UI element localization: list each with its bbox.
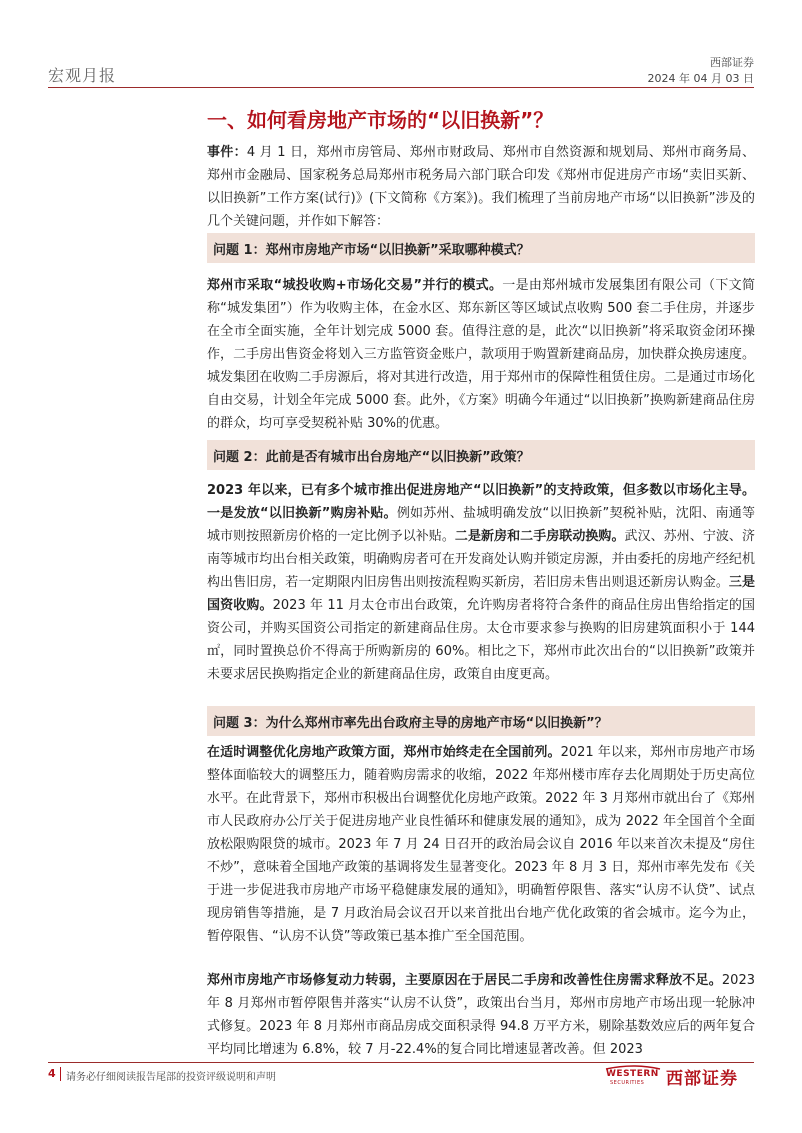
answer-2-paragraph (207, 479, 755, 686)
header-divider (48, 87, 754, 88)
answer-3-lead-1: 在适时调整优化房地产政策方面，郑州市始终走在全国前列。 (207, 745, 561, 760)
answer-3-block (207, 741, 755, 948)
answer-3-text-2: 2023 年 8 月郑州市暂停限售并落实“认房不认贷”，政策出台当月，郑州市房地产市场出现一轮脉冲式修复。2023 年 8 月郑州市商品房成交面积录得 94.8 万平方米，剔除基数效应后的两年复合平均同比增速为 6.8%，较 7 月-22.4%的复合同比增速显著改善。但 2023 (207, 973, 755, 1057)
answer-1-paragraph (207, 274, 755, 435)
page-number: 4 (48, 1067, 56, 1080)
event-text: 4 月 1 日，郑州市房管局、郑州市财政局、郑州市自然资源和规划局、郑州市商务局、郑州市金融局、国家税务总局郑州市税务局六部门联合印发《郑州市促进房产市场“卖旧买新、以旧换新”工作方案(试行)》(下文简称《方案》)。我们梳理了当前房地产市场“以旧换新”涉及的几个关键问题，并作如下解答： (207, 145, 755, 229)
answer-2-lead-3: 三是国资收购。 (207, 575, 755, 613)
question-1-box (207, 233, 755, 263)
answer-2-text-3: 2023 年 11 月太仓市出台政策，允许购房者将符合条件的商品住房出售给指定的国资公司，并购买国资公司指定的新建商品住房。太仓市要求参与换购的旧房建筑面积小于 144 ㎡，同时置换总价不得高于所购新房的 60%。相比之下，郑州市此次出台的“以旧换新”政策并未要求居民换购指定企业的新建商品住房，政策自由度更高。 (207, 598, 755, 682)
logo-english-text: WESTERN (606, 1069, 659, 1079)
company-logo (604, 1064, 738, 1088)
answer-2-block (207, 479, 755, 686)
page-number-separator (60, 1067, 61, 1081)
answer-3-paragraph-2 (207, 969, 755, 1061)
answer-3-text-1: 2021 年以来，郑州市房地产市场整体面临较大的调整压力，随着购房需求的收缩，2022 年郑州楼市库存去化周期处于历史高位水平。在此背景下，郑州市积极出台调整优化房地产政策。2022 年 3 月郑州市就出台了《郑州市人民政府办公厅关于促进房地产业良性循环和健康发展的通知》，成为 2022 年全国首个全面放松限购限贷的城市。2023 年 7 月 24 日召开的政治局会议自 2016 年以来首次未提及“房住不炒”，意味着全国地产政策的基调将发生显著变化。2023 年 8 月 3 日，郑州市率先发布《关于进一步促进我市房地产市场平稳健康发展的通知》，明确暂停限售、落实“认房不认贷”、试点现房销售等措施，是 7 月政治局会议召开以来首批出台地产优化政策的省会城市。迄今为止，暂停限售、“认房不认贷”等政策已基本推广至全国范围。 (207, 745, 755, 944)
header-company: 西部证券 (710, 56, 754, 69)
logo-wordmark (604, 1065, 662, 1087)
answer-3-paragraph-1 (207, 741, 755, 948)
answer-2-lead-1: 2023 年以来，已有多个城市推出促进房地产“以旧换新”的支持政策，但多数以市场化主导。一是发放“以旧换新”购房补贴。 (207, 483, 755, 521)
question-1-text: 问题 1：郑州市房地产市场“以旧换新”采取哪种模式？ (213, 243, 530, 258)
logo-chinese-text: 西部证券 (666, 1068, 738, 1089)
answer-1-text: 一是由郑州城市发展集团有限公司（下文简称“城发集团”）作为收购主体，在金水区、郑东新区等区域试点收购 500 套二手住房，并逐步在全市全面实施，全年计划完成 5000 套。值得注意的是，此次“以旧换新”将采取资金闭环操作，二手房出售资金将划入三方监管资金账户，款项用于购置新建商品房，加快群众换房速度。城发集团在收购二手房源后，将对其进行改造，用于郑州市的保障性租赁住房。二是通过市场化自由交易，计划全年完成 5000 套。此外，《方案》明确今年通过“以旧换新”换购新建商品住房的群众，均可享受契税补贴 30%的优惠。 (207, 278, 755, 431)
answer-3-block-2 (207, 969, 755, 1061)
answer-2-text-2: 武汉、苏州、宁波、济南等城市均出台相关政策，明确购房者可在开发商处认购并锁定房源，并由委托的房地产经纪机构出售旧房，若一定期限内旧房售出则按流程购买新房，若旧房未售出则退还新房认购金。 (207, 529, 755, 590)
question-2-box (207, 440, 755, 470)
question-3-box (207, 706, 755, 736)
answer-2-lead-2: 二是新房和二手房联动换购。 (454, 529, 625, 544)
event-paragraph (207, 141, 755, 233)
logo-subtitle-text: SECURITIES (610, 1080, 645, 1086)
question-2-text: 问题 2：此前是否有城市出台房地产“以旧换新”政策？ (213, 450, 530, 465)
event-label: 事件： (207, 145, 247, 160)
header-date: 2024 年 04 月 03 日 (647, 72, 754, 85)
answer-1-lead: 郑州市采取“城投收购+市场化交易”并行的模式。 (207, 278, 503, 293)
answer-3-lead-2: 郑州市房地产市场修复动力转弱，主要原因在于居民二手房和改善性住房需求释放不足。 (207, 973, 722, 988)
section-title: 一、如何看房地产市场的“以旧换新”？ (207, 108, 554, 132)
report-type-label: 宏观月报 (48, 66, 117, 85)
footer-divider (48, 1062, 754, 1063)
answer-1-block (207, 274, 755, 435)
footer-disclaimer: 请务必仔细阅读报告尾部的投资评级说明和声明 (66, 1072, 276, 1083)
question-3-text: 问题 3：为什么郑州市率先出台政府主导的房地产市场“以旧换新”？ (213, 716, 608, 731)
event-block (207, 141, 755, 233)
answer-2-text-1: 例如苏州、盐城明确发放“以旧换新”契税补贴，沈阳、南通等城市则按照新房价格的一定比例予以补贴。 (207, 506, 755, 544)
